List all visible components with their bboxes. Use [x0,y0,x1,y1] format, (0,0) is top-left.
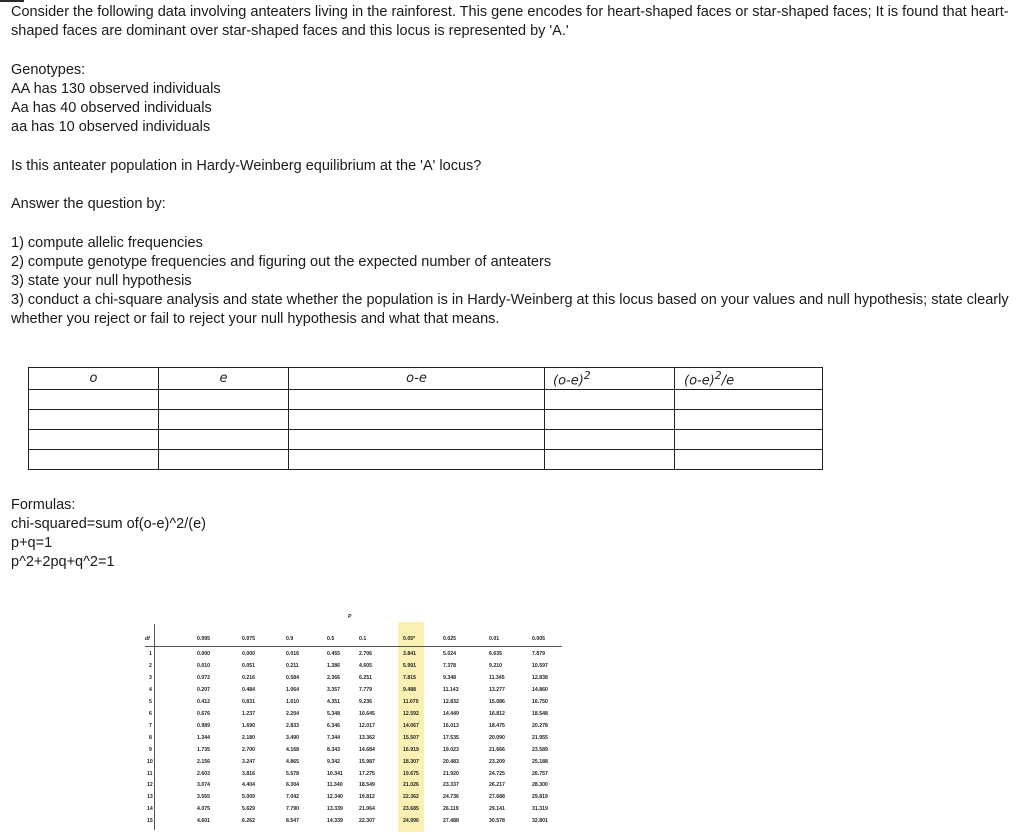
critical-value: 0.584 [286,674,299,681]
critical-value: 3.816 [242,770,255,777]
critical-value: 14.860 [532,686,548,693]
cell-chi-term[interactable] [675,410,823,430]
cell-e[interactable] [159,410,289,430]
cell-o-minus-e[interactable] [289,430,545,450]
critical-value: 30.578 [489,818,505,825]
critical-value: 14.449 [443,710,459,717]
critical-value: 0.000 [197,651,210,657]
critical-value: 0.051 [242,662,255,669]
critical-value-row [145,699,562,709]
df-value: 6 [149,710,152,717]
critical-value: 20.090 [489,734,505,741]
df-value: 9 [149,746,152,753]
df-value: 13 [147,794,153,801]
header-o-minus-e: o-e [289,368,545,390]
df-value: 14 [147,806,153,813]
critical-value: 18.475 [489,722,505,729]
df-value: 12 [147,782,153,789]
critical-value: 2.833 [286,722,299,729]
cell-chi-term[interactable] [675,450,823,470]
critical-value: 13.277 [489,686,505,693]
critical-value: 23.337 [443,782,459,789]
critical-value-row [145,675,562,685]
critical-value: 7.879 [532,651,545,657]
critical-value-row [145,794,562,804]
critical-value: 15.987 [359,758,375,765]
critical-value: 6.346 [327,722,340,729]
critical-value: 11.143 [443,686,459,693]
genotype-aa-dominant: AA has 130 observed individuals [11,81,221,97]
chi-table-row [29,450,823,470]
critical-value: 8.547 [286,818,299,825]
critical-value: 21.026 [403,782,419,789]
cell-o[interactable] [29,450,159,470]
critical-value: 9.348 [443,674,456,681]
critical-value: 0.484 [242,686,255,693]
critical-value-row [145,663,562,673]
critical-value: 7.815 [403,674,416,681]
critical-value: 27.688 [489,794,505,801]
genotypes-heading: Genotypes: [11,62,86,78]
critical-value: 5.629 [242,806,255,813]
critical-value: 1.610 [286,698,299,705]
critical-value: 20.278 [532,722,548,729]
critical-value: 4.404 [242,782,255,789]
header-divider [145,646,562,647]
critical-value-row [145,651,562,661]
step-3: 3) state your null hypothesis [11,273,192,289]
critical-value: 31.319 [532,806,548,813]
critical-value-row [145,687,562,697]
critical-value: 4.351 [327,698,340,705]
critical-value: 5.991 [403,662,416,669]
critical-value: 10.645 [359,710,375,717]
critical-value: 7.344 [327,734,340,741]
critical-value: 1.386 [327,662,340,669]
critical-value: 10.597 [532,662,548,669]
critical-value: 0.989 [197,722,210,729]
critical-value: 18.307 [403,758,419,765]
df-value: 11 [147,770,153,777]
critical-value-row [145,818,562,828]
critical-value: 24.736 [443,794,459,801]
critical-value: 7.042 [286,794,299,801]
critical-value: 4.865 [286,758,299,765]
critical-value: 0.455 [327,651,340,657]
df-value: 7 [149,722,152,729]
cell-chi-term[interactable] [675,430,823,450]
critical-value-row [145,771,562,781]
critical-value: 29.819 [532,794,548,801]
header-o-minus-e-squared: $(o-e)^2$ [545,368,675,390]
critical-value: 0.072 [197,674,210,681]
p-column-header: 0.005 [532,636,545,642]
p-column-header: 0.995 [197,636,210,642]
critical-value: 26.119 [443,806,459,813]
formula-hardy-weinberg: p^2+2pq+q^2=1 [11,554,115,570]
critical-value: 21.666 [489,746,505,753]
critical-value: 12.017 [359,722,375,729]
critical-value: 7.378 [443,662,456,669]
chi-table-header-row [29,368,823,390]
df-value: 10 [147,758,153,765]
critical-value: 23.209 [489,758,505,765]
critical-value: 25.188 [532,758,548,765]
critical-value: 21.955 [532,734,548,741]
critical-value: 16.750 [532,698,548,705]
critical-value: 2.204 [286,710,299,717]
critical-value-row [145,782,562,792]
critical-value: 9.236 [359,698,372,705]
df-value: 15 [147,818,153,825]
critical-value: 15.086 [489,698,505,705]
main-question: Is this anteater population in Hardy-Weinberg equilibrium at the 'A' locus? [11,158,482,174]
cell-o-minus-e-squared[interactable] [545,390,675,410]
critical-value: 0.831 [242,698,255,705]
genotype-aa-recessive: aa has 10 observed individuals [11,119,211,135]
header-o-minus-e-squared-over-e: $(o-e)^2/e$ [675,368,823,390]
critical-value-row [145,806,562,816]
critical-value: 1.735 [197,746,210,753]
cell-e[interactable] [159,450,289,470]
critical-value: 4.075 [197,806,210,813]
critical-value: 16.919 [403,746,419,753]
critical-value: 11.070 [403,698,419,705]
critical-value: 24.996 [403,818,419,825]
critical-value: 10.341 [327,770,343,777]
critical-value: 12.592 [403,710,419,717]
critical-value: 0.676 [197,710,210,717]
critical-value: 19.023 [443,746,459,753]
critical-value: 13.339 [327,806,343,813]
critical-value: 1.064 [286,686,299,693]
df-value: 8 [149,734,152,741]
p-column-header: 0.1 [359,636,367,642]
critical-value: 3.247 [242,758,255,765]
critical-value: 21.064 [359,806,375,813]
df-value: 1 [149,651,152,657]
p-column-header: 0.05* [403,636,416,642]
critical-value: 12.838 [532,674,548,681]
critical-value: 0.016 [286,651,299,657]
critical-value: 17.535 [443,734,459,741]
critical-value: 5.578 [286,770,299,777]
chi-table-row [29,430,823,450]
step-1: 1) compute allelic frequencies [11,235,203,251]
critical-value: 14.339 [327,818,343,825]
critical-value: 23.589 [532,746,548,753]
critical-value: 13.362 [359,734,375,741]
critical-value: 2.366 [327,674,340,681]
critical-value: 8.343 [327,746,340,753]
critical-value: 4.168 [286,746,299,753]
critical-value: 28.300 [532,782,548,789]
critical-value: 21.920 [443,770,459,777]
critical-value: 11.345 [489,674,505,681]
p-column-header: 0.5 [327,636,335,642]
critical-value: 2.180 [242,734,255,741]
df-label: df [145,636,150,642]
critical-value: 23.685 [403,806,419,813]
critical-value: 14.684 [359,746,375,753]
critical-value: 2.156 [197,758,210,765]
chi-square-table [28,367,823,470]
critical-value: 15.507 [403,734,419,741]
cell-e[interactable] [159,390,289,410]
chi-square-critical-values-table [145,614,562,831]
critical-value: 7.779 [359,686,372,693]
critical-value: 0.010 [197,662,210,669]
critical-value-row [145,723,562,733]
p-label: P [348,614,352,620]
critical-value: 9.210 [489,662,502,669]
chi-table-row [29,390,823,410]
critical-value: 0.216 [242,674,255,681]
critical-value-row [145,735,562,745]
critical-value: 0.000 [242,651,255,657]
critical-value: 7.790 [286,806,299,813]
critical-value: 18.549 [359,782,375,789]
critical-value: 3.074 [197,782,210,789]
df-value: 5 [149,698,152,705]
p-column-header: 0.9 [286,636,294,642]
critical-value: 6.251 [359,674,372,681]
critical-value: 19.812 [359,794,375,801]
critical-value: 0.211 [286,662,299,669]
critical-value: 9.488 [403,686,416,693]
critical-value: 32.801 [532,818,548,825]
critical-value: 9.342 [327,758,340,765]
critical-value-row [145,747,562,757]
p-column-header: 0.975 [242,636,255,642]
critical-value: 4.605 [359,662,372,669]
question-intro: Consider the following data involving anteaters living in the rainforest. This gene encodes for heart-shaped faces or star-shaped faces; It is found that heart-shaped faces are dominant over star-shaped faces and this locus is represented by 'A.' [11,4,1009,40]
critical-value: 1.690 [242,722,255,729]
critical-value: 2.706 [359,651,372,657]
critical-value: 2.700 [242,746,255,753]
critical-value: 24.725 [489,770,505,777]
critical-value-row [145,759,562,769]
critical-value: 27.488 [443,818,459,825]
critical-value: 17.275 [359,770,375,777]
critical-value: 3.565 [197,794,210,801]
critical-value: 4.601 [197,818,210,825]
critical-value: 0.207 [197,686,210,693]
critical-value: 16.812 [489,710,505,717]
critical-value: 12.832 [443,698,459,705]
p-column-header: 0.025 [443,636,456,642]
critical-value: 26.217 [489,782,505,789]
cell-chi-term[interactable] [675,390,823,410]
critical-value: 16.013 [443,722,459,729]
cell-o-minus-e[interactable] [289,450,545,470]
p-column-header: 0.01 [489,636,500,642]
cell-o-minus-e[interactable] [289,390,545,410]
step-4: 3) conduct a chi-square analysis and state whether the population is in Hardy-Weinberg at this locus based on your values and null hypothesis; state clearly whether you reject or fail to reject your null hypothesis and what that means. [11,292,1009,328]
critical-value: 18.548 [532,710,548,717]
critical-value: 6.635 [489,651,502,657]
chi-table-row [29,410,823,430]
cell-o[interactable] [29,390,159,410]
formulas-heading: Formulas: [11,497,76,513]
cell-o-minus-e-squared[interactable] [545,410,675,430]
critical-value: 11.340 [327,782,343,789]
header-observed: o [29,368,159,390]
critical-value: 14.067 [403,722,419,729]
critical-value: 22.362 [403,794,419,801]
answer-by-label: Answer the question by: [11,196,166,212]
critical-value: 5.024 [443,651,456,657]
critical-value: 1.237 [242,710,255,717]
critical-value: 5.348 [327,710,340,717]
cell-o-minus-e[interactable] [289,410,545,430]
df-value: 2 [149,662,152,669]
df-value: 3 [149,674,152,681]
critical-value: 1.344 [197,734,210,741]
critical-value: 5.009 [242,794,255,801]
critical-value: 26.757 [532,770,548,777]
cell-e[interactable] [159,430,289,450]
critical-value: 3.490 [286,734,299,741]
cell-o-minus-e-squared[interactable] [545,430,675,450]
critical-value-row [145,711,562,721]
critical-value: 3.357 [327,686,340,693]
critical-value: 20.483 [443,758,459,765]
critical-value: 6.262 [242,818,255,825]
formula-p-plus-q: p+q=1 [11,535,53,551]
critical-value: 22.307 [359,818,375,825]
top-rule [0,0,24,2]
critical-value: 0.412 [197,698,210,705]
cell-o[interactable] [29,430,159,450]
cell-o[interactable] [29,410,159,430]
critical-value: 6.304 [286,782,299,789]
critical-value: 19.675 [403,770,419,777]
formula-chi-squared: chi-squared=sum of(o-e)^2/(e) [11,516,206,532]
genotype-aa-hetero: Aa has 40 observed individuals [11,100,212,116]
header-expected: e [159,368,289,390]
critical-value: 12.340 [327,794,343,801]
critical-value: 29.141 [489,806,505,813]
critical-value: 3.841 [403,651,416,657]
cell-o-minus-e-squared[interactable] [545,450,675,470]
critical-value: 2.603 [197,770,210,777]
step-2: 2) compute genotype frequencies and figuring out the expected number of anteaters [11,254,552,270]
df-value: 4 [149,686,152,693]
